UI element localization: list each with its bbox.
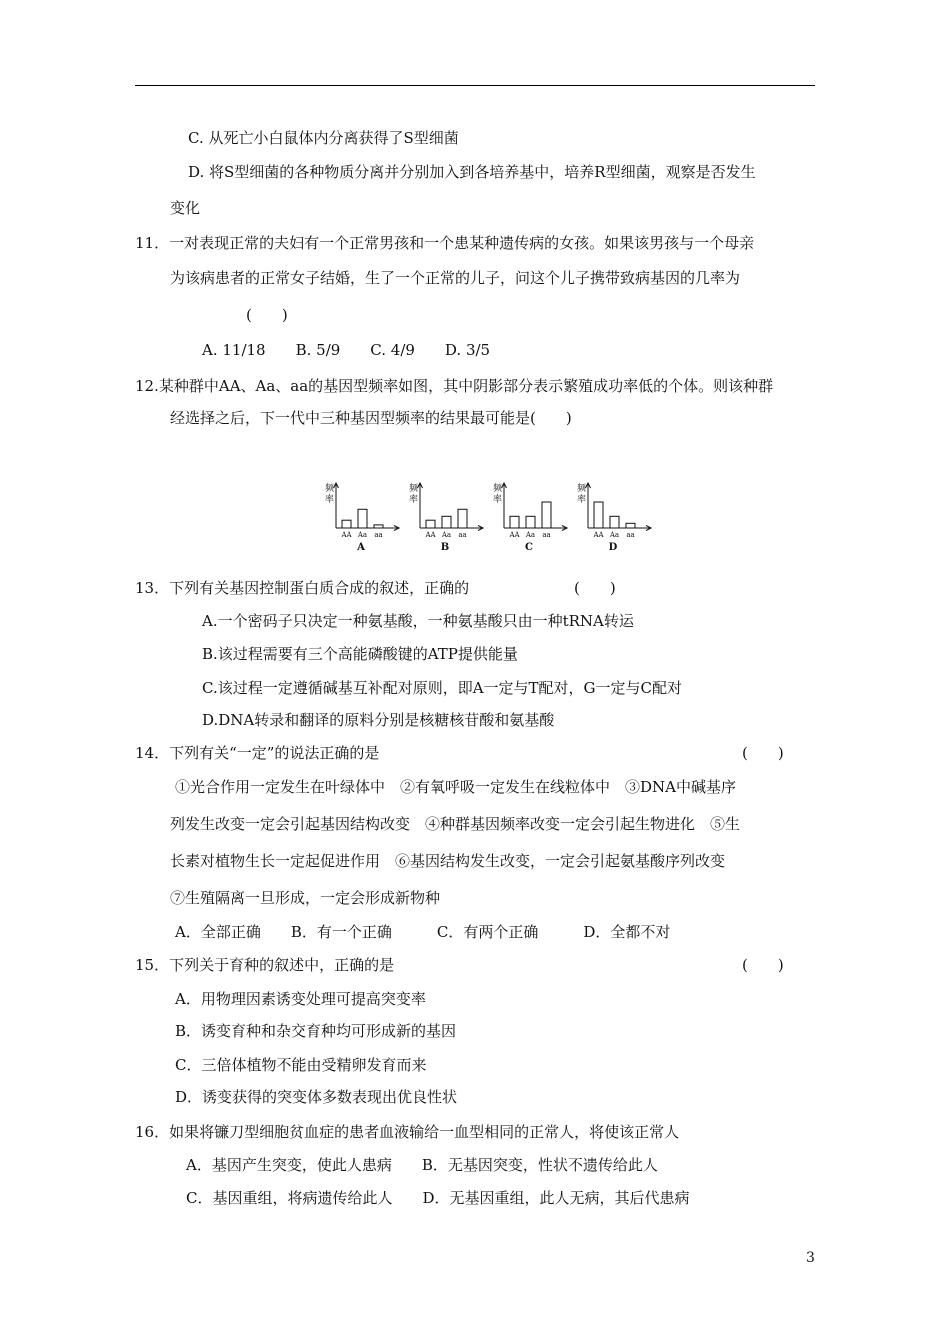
- bar-aa: [426, 520, 435, 528]
- panel-ylabel-bottom: 率: [409, 495, 419, 505]
- category-label: AA: [509, 531, 520, 539]
- panel-label: D: [608, 542, 618, 553]
- q13-option-b: B.该过程需要有三个高能磷酸键的ATP提供能量: [202, 645, 518, 663]
- genotype-frequency-figure: [322, 478, 662, 556]
- panel-ylabel-bottom: 率: [325, 495, 335, 505]
- q11-stem-line2: 为该病患者的正常女子结婚，生了一个正常的儿子，问这个儿子携带致病基因的几率为: [170, 269, 741, 287]
- q15-option-b: B．诱变育种和杂交育种均可形成新的基因: [175, 1022, 457, 1040]
- q13-stem: 13．下列有关基因控制蛋白质合成的叙述，正确的: [135, 579, 470, 597]
- page-number: 3: [806, 1250, 815, 1266]
- category-label: Aa: [441, 531, 452, 539]
- bar-aa: [542, 502, 551, 528]
- q12-stem-line2: 经选择之后，下一代中三种基因型频率的结果最可能是( ): [170, 409, 572, 427]
- bar-aa: [374, 525, 383, 528]
- bar-aa: [594, 502, 603, 528]
- q13-answer-bracket: ( ): [574, 579, 616, 597]
- q14-options: A．全部正确 B．有一个正确 C．有两个正确 D．全都不对: [175, 923, 671, 941]
- category-label: aa: [458, 531, 467, 539]
- panel-label: C: [525, 542, 533, 553]
- panel-ylabel-bottom: 率: [577, 495, 587, 505]
- q14-stem: 14．下列有关“一定”的说法正确的是: [135, 744, 380, 762]
- category-label: AA: [593, 531, 604, 539]
- bar-aa: [342, 520, 351, 528]
- q14-statement-line3: 长素对植物生长一定起促进作用 ⑥基因结构发生改变，一定会引起氨基酸序列改变: [170, 852, 726, 870]
- bar-aa: [358, 509, 367, 528]
- category-label: aa: [542, 531, 551, 539]
- q15-option-c: C．三倍体植物不能由受精卵发育而来: [175, 1056, 427, 1074]
- q15-answer-bracket: ( ): [742, 956, 784, 974]
- panel-label: A: [357, 542, 365, 553]
- q16-options-ab: A．基因产生突变，使此人患病 B．无基因突变，性状不遗传给此人: [186, 1156, 658, 1174]
- q13-option-c: C.该过程一定遵循碱基互补配对原则，即A一定与T配对，G一定与C配对: [202, 679, 683, 697]
- bar-aa: [626, 523, 635, 528]
- category-label: Aa: [357, 531, 368, 539]
- q12-stem-line1: 12.某种群中AA、Aa、aa的基因型频率如图，其中阴影部分表示繁殖成功率低的个体。则该种群: [135, 377, 774, 395]
- q16-stem: 16．如果将镰刀型细胞贫血症的患者血液输给一血型相同的正常人，将使该正常人: [135, 1123, 680, 1141]
- bar-aa: [510, 516, 519, 528]
- bar-aa: [442, 516, 451, 528]
- q10-option-d-line2: 变化: [170, 199, 201, 217]
- header-rule: [135, 85, 815, 86]
- bar-aa: [610, 516, 619, 528]
- q10-option-d-line1: D. 将S型细菌的各种物质分离并分别加入到各培养基中，培养R型细菌，观察是否发生: [188, 163, 756, 181]
- category-label: aa: [374, 531, 383, 539]
- q10-option-c: C. 从死亡小白鼠体内分离获得了S型细菌: [188, 129, 459, 147]
- category-label: Aa: [525, 531, 536, 539]
- q14-answer-bracket: ( ): [742, 744, 784, 762]
- category-label: AA: [341, 531, 352, 539]
- panel-ylabel-top: 频: [325, 484, 335, 494]
- q14-statement-line2: 列发生改变一定会引起基因结构改变 ④种群基因频率改变一定会引起生物进化 ⑤生: [170, 815, 741, 833]
- q15-option-d: D．诱变获得的突变体多数表现出优良性状: [175, 1088, 458, 1106]
- q15-stem: 15．下列关于育种的叙述中，正确的是: [135, 956, 395, 974]
- q14-statement-line1: ①光合作用一定发生在叶绿体中 ②有氧呼吸一定发生在线粒体中 ③DNA中碱基序: [175, 778, 736, 796]
- category-label: Aa: [609, 531, 620, 539]
- q11-options: A. 11/18 B. 5/9 C. 4/9 D. 3/5: [202, 341, 491, 359]
- q16-options-cd: C．基因重组，将病遗传给此人 D．无基因重组，此人无病，其后代患病: [186, 1189, 690, 1207]
- q14-statement-line4: ⑦生殖隔离一旦形成，一定会形成新物种: [170, 889, 441, 907]
- q11-answer-bracket: ( ): [246, 306, 288, 324]
- q15-option-a: A．用物理因素诱变处理可提高突变率: [175, 990, 426, 1008]
- q13-option-d: D.DNA转录和翻译的原料分别是核糖核苷酸和氨基酸: [202, 711, 555, 729]
- q11-stem-line1: 11．一对表现正常的夫妇有一个正常男孩和一个患某种遗传病的女孩。如果该男孩与一个母亲: [135, 234, 755, 252]
- category-label: aa: [626, 531, 635, 539]
- bar-aa: [526, 516, 535, 528]
- panel-label: B: [440, 542, 450, 553]
- q13-option-a: A.一个密码子只决定一种氨基酸，一种氨基酸只由一种tRNA转运: [202, 612, 634, 630]
- panel-ylabel-bottom: 率: [493, 495, 503, 505]
- panel-ylabel-top: 频: [493, 484, 503, 494]
- panel-ylabel-top: 频: [409, 484, 419, 494]
- panel-ylabel-top: 频: [577, 484, 587, 494]
- bar-aa: [458, 509, 467, 528]
- category-label: AA: [425, 531, 436, 539]
